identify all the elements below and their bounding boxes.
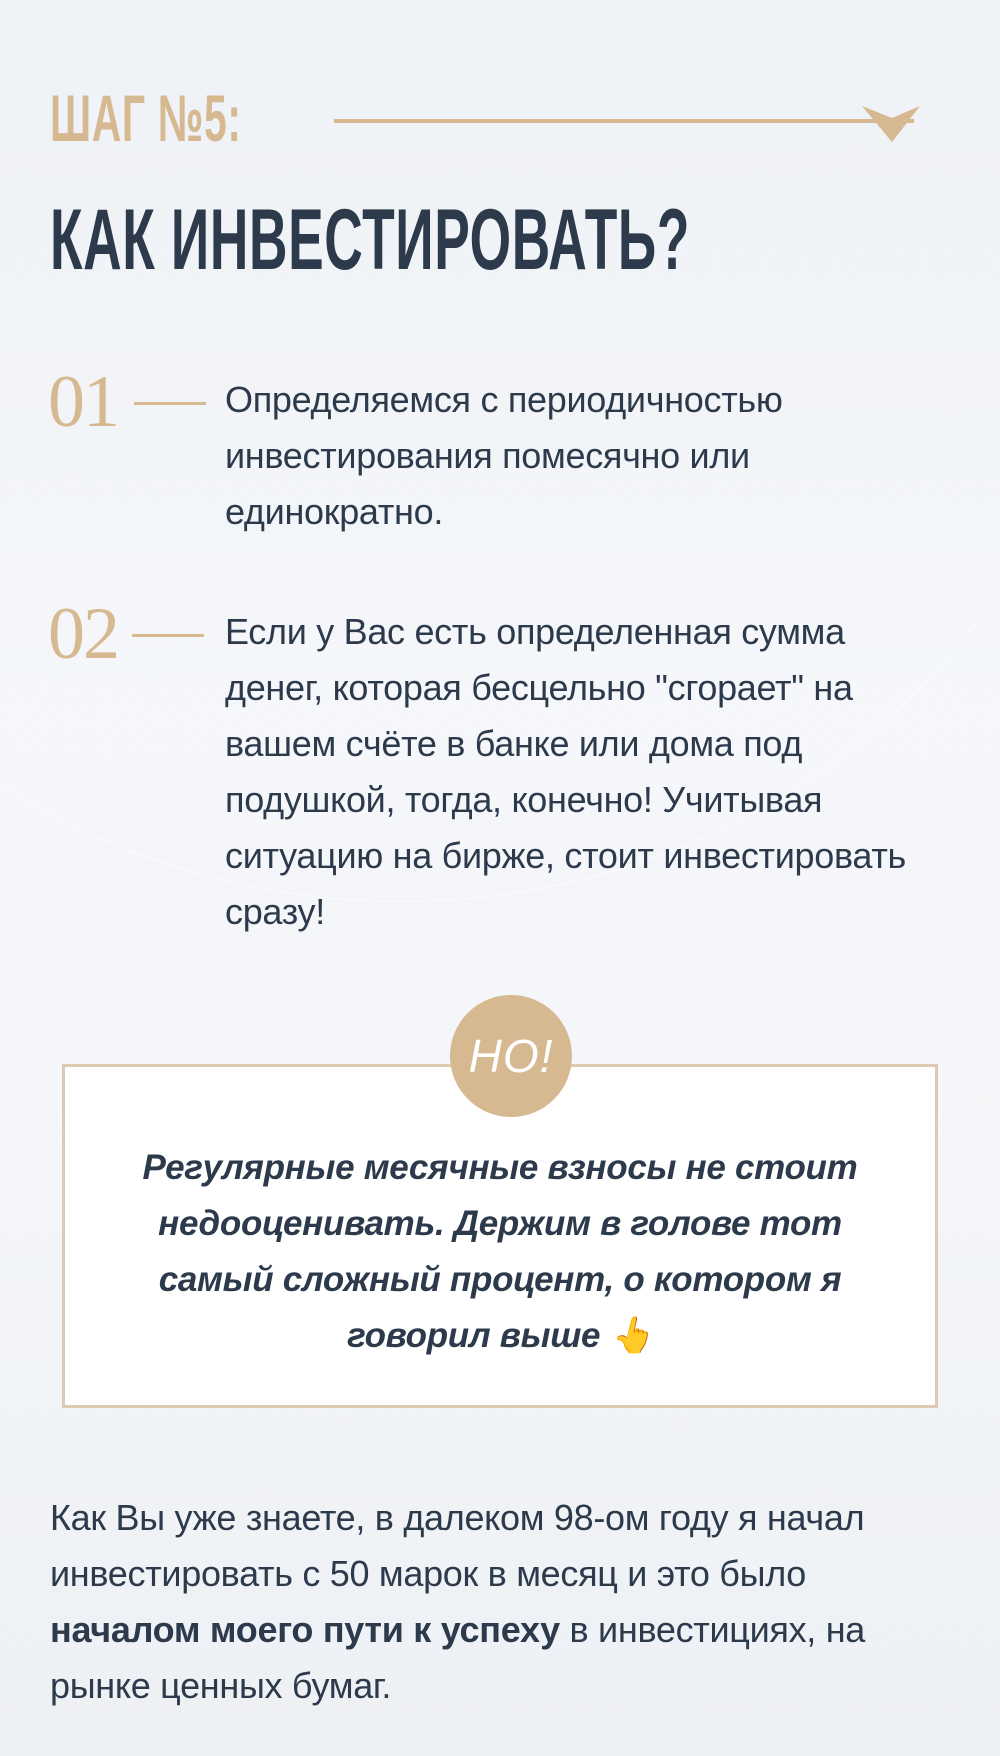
closing-text-bold: началом моего пути к успеху xyxy=(50,1609,560,1650)
closing-text-after: в инвестициях, на рынке ценных бумаг. xyxy=(50,1609,866,1706)
item-text: Если у Вас есть определенная сумма денег, которая бесцельно "сгорает" на вашем счёте в банке или дома под подушкой, тогда, конечно! Учитывая ситуацию на бирже, стоит инвестировать сразу! xyxy=(225,611,906,932)
item-number: 02 xyxy=(48,593,118,675)
step-label: ШАГ №5: xyxy=(50,81,242,155)
note-badge-label: НО! xyxy=(468,1030,554,1082)
page-title: КАК ИНВЕСТИРОВАТЬ? xyxy=(50,192,691,288)
item-dash xyxy=(134,402,206,405)
step-divider-line xyxy=(334,119,914,123)
chevron-down-icon xyxy=(862,104,922,144)
note-text xyxy=(110,1140,890,1364)
note-text-body: Регулярные месячные взносы не стоит недооценивать. Держим в голове тот самый сложный процент, о котором я говорил выше xyxy=(142,1148,858,1355)
closing-paragraph xyxy=(50,1490,930,1714)
item-dash xyxy=(132,634,204,637)
note-badge xyxy=(450,995,572,1117)
step-header xyxy=(50,78,930,158)
item-text: Определяемся с периодичностью инвестирования помесячно или единократно. xyxy=(225,379,783,532)
pointing-up-hand-icon: 👆 xyxy=(609,1316,653,1355)
closing-text-before: Как Вы уже знаете, в далеком 98-ом году я начал инвестировать с 50 марок в месяц и это было xyxy=(50,1497,865,1594)
item-number: 01 xyxy=(48,361,118,443)
